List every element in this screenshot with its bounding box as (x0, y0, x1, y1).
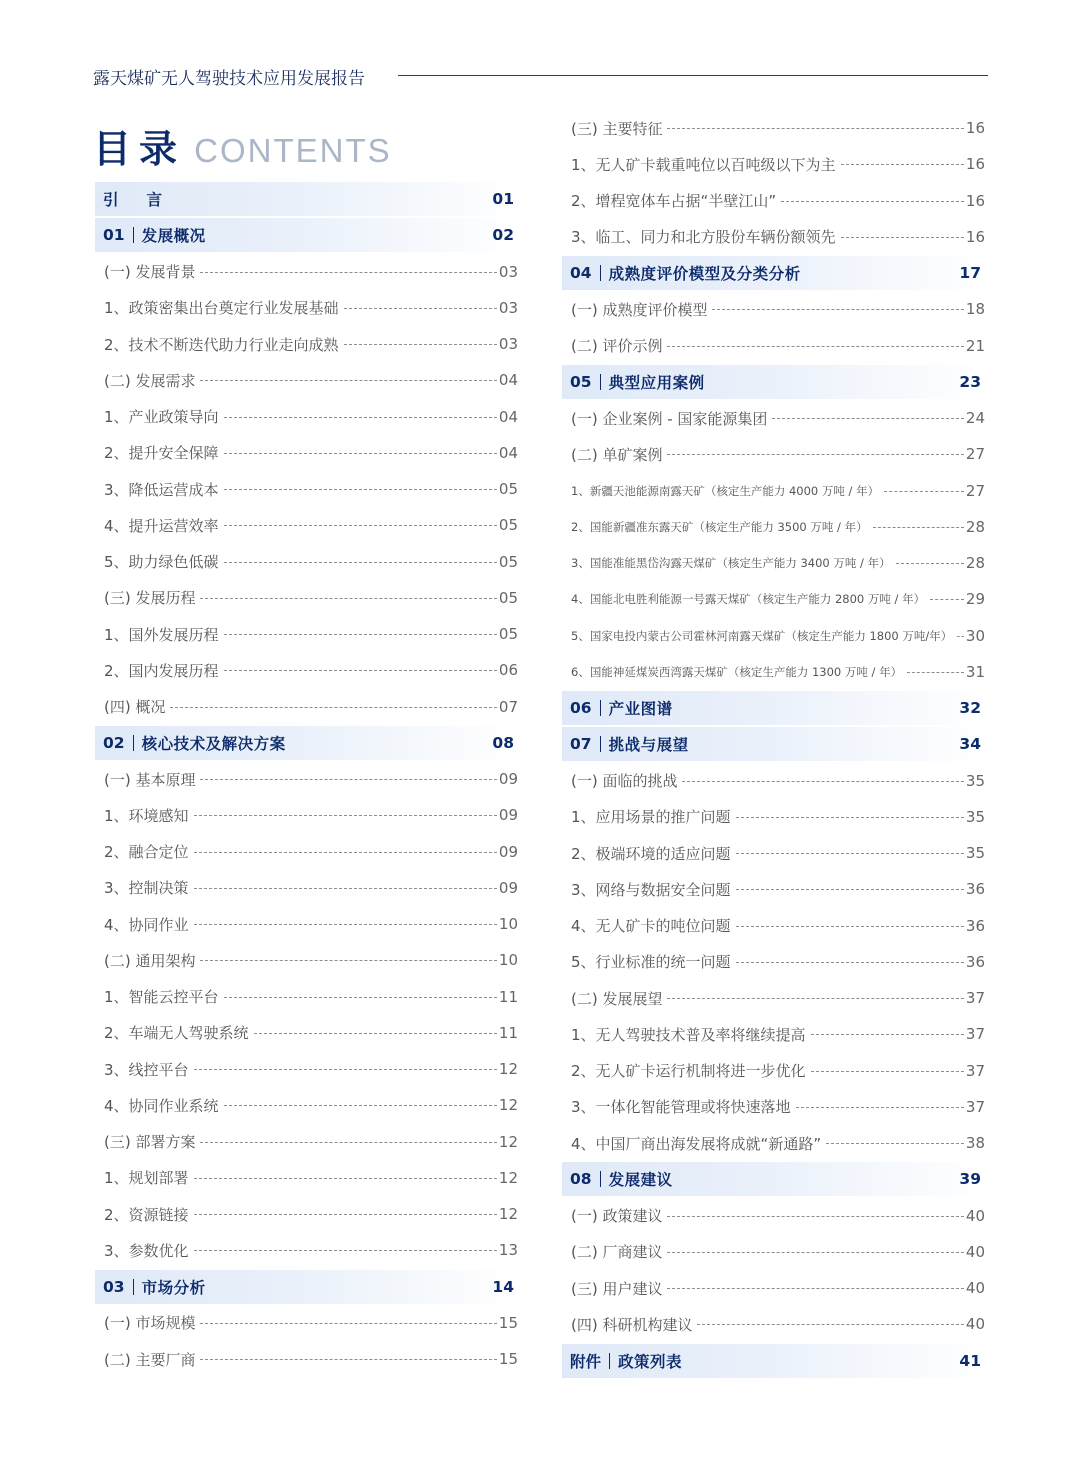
dot-leader (200, 1359, 496, 1360)
toc-entry-row[interactable] (562, 474, 987, 508)
toc-entry-row[interactable] (95, 1088, 520, 1122)
entry-label: 3、临工、同力和北方股份车辆份额领先 (571, 228, 836, 247)
dot-leader (781, 201, 964, 202)
entry-label: 5、行业标准的统一问题 (571, 953, 731, 972)
page-number: 04 (498, 443, 518, 462)
toc-entry-row[interactable] (562, 1199, 987, 1233)
toc-entry-row[interactable] (562, 981, 987, 1015)
entry-label: (一) 企业案例 - 国家能源集团 (571, 409, 768, 428)
entry-label: (二) 主要厂商 (104, 1350, 196, 1369)
entry-label: 3、降低运营成本 (104, 480, 219, 499)
entry-label: 3、控制决策 (104, 879, 189, 898)
toc-entry-row[interactable] (562, 909, 987, 943)
toc-entry-row[interactable] (562, 836, 987, 870)
entry-label: (一) 政策建议 (571, 1207, 663, 1225)
toc-entry-row[interactable] (562, 945, 987, 979)
dot-leader (200, 598, 496, 599)
page-number: 02 (492, 226, 514, 245)
page-number: 05 (498, 480, 518, 498)
page-number: 27 (965, 445, 985, 464)
header-rule (398, 75, 988, 76)
page-number: 16 (965, 227, 985, 246)
page-number: 30 (965, 626, 985, 645)
page-number: 12 (498, 1060, 518, 1078)
section-divider (133, 1279, 134, 1295)
entry-label: 4、协同作业 (104, 915, 189, 934)
dot-leader (344, 344, 497, 345)
section-divider (609, 1353, 610, 1369)
dot-leader (224, 670, 497, 671)
entry-label: 1、应用场景的推广问题 (571, 808, 731, 827)
dot-leader (907, 672, 964, 673)
toc-entry-row[interactable] (562, 1307, 987, 1341)
entry-label: (一) 成熟度评价模型 (571, 300, 708, 319)
dot-leader (194, 924, 497, 925)
toc-entry-row[interactable] (95, 327, 520, 361)
dot-leader (200, 380, 496, 381)
page-number: 40 (965, 1279, 985, 1297)
toc-section-row[interactable] (95, 1270, 520, 1304)
page-number: 38 (965, 1134, 985, 1152)
page-number: 10 (498, 951, 518, 970)
dot-leader (667, 454, 963, 455)
page-number: 27 (965, 481, 985, 500)
entry-label: (一) 面临的挑战 (571, 772, 678, 790)
page-number: 09 (498, 806, 518, 825)
dot-leader (200, 272, 496, 273)
toc-entry-row[interactable] (95, 980, 520, 1014)
dot-leader (200, 1142, 496, 1143)
page-number: 05 (498, 516, 518, 535)
entry-label: (三) 部署方案 (104, 1133, 196, 1151)
page-number: 40 (965, 1206, 985, 1225)
dot-leader (194, 1214, 497, 1215)
toc-entry-row[interactable] (562, 1090, 987, 1124)
toc-title (93, 118, 392, 173)
section-title: 核心技术及解决方案 (141, 734, 286, 753)
toc-entry-row[interactable] (95, 835, 520, 869)
toc-entry-row[interactable] (562, 184, 987, 218)
dot-leader (224, 634, 497, 635)
page-number: 05 (498, 625, 518, 643)
toc-entry-row[interactable] (562, 546, 987, 580)
page-number: 12 (498, 1168, 518, 1187)
section-title: 引言 (103, 191, 191, 209)
dot-leader (667, 1288, 963, 1289)
entry-label: (四) 概况 (104, 698, 166, 716)
entry-label: (一) 基本原理 (104, 770, 196, 789)
entry-label: 2、增程宽体车占据“半壁江山” (571, 192, 777, 210)
page-number: 37 (965, 1097, 985, 1116)
toc-entry-row[interactable] (95, 1197, 520, 1231)
page-number: 35 (965, 844, 985, 862)
entry-label: 1、新疆天池能源南露天矿（核定生产能力 4000 万吨 / 年） (571, 483, 880, 498)
entry-label: 1、无人矿卡载重吨位以百吨级以下为主 (571, 155, 836, 174)
dot-leader (224, 525, 497, 526)
page-number: 04 (498, 407, 518, 426)
dot-leader (194, 1069, 497, 1070)
toc-entry-row[interactable] (95, 508, 520, 542)
section-title: 典型应用案例 (608, 373, 705, 392)
page-number: 36 (965, 880, 985, 899)
dot-leader (194, 1250, 497, 1251)
dot-leader (682, 781, 963, 782)
toc-entry-row[interactable] (95, 472, 520, 506)
entry-label: 1、国外发展历程 (104, 625, 219, 644)
entry-label: 1、无人驾驶技术普及率将继续提高 (571, 1025, 806, 1044)
entry-label: 3、一体化智能管理或将快速落地 (571, 1098, 791, 1117)
page-number: 13 (498, 1241, 518, 1260)
section-number: 06 (570, 699, 592, 717)
toc-entry-row[interactable] (562, 437, 987, 471)
dot-leader (194, 1178, 497, 1179)
entry-label: 3、参数优化 (104, 1241, 189, 1260)
toc-entry-row[interactable] (562, 800, 987, 834)
page-number: 09 (498, 770, 518, 788)
dot-leader (667, 1252, 963, 1253)
page-number: 24 (965, 409, 985, 427)
dot-leader (200, 1323, 496, 1324)
dot-leader (667, 346, 963, 347)
page-number: 03 (498, 298, 518, 317)
page-number: 28 (965, 554, 985, 572)
page-number: 16 (965, 191, 985, 210)
entry-label: (四) 科研机构建议 (571, 1315, 693, 1334)
entry-label: (二) 单矿案例 (571, 445, 663, 464)
toc-entry-row[interactable] (95, 690, 520, 724)
page-number: 10 (498, 915, 518, 933)
section-divider (600, 374, 601, 390)
toc-entry-row[interactable] (95, 798, 520, 832)
entry-label: 2、资源链接 (104, 1205, 189, 1224)
entry-label: 3、国能准能黑岱沟露天煤矿（核定生产能力 3400 万吨 / 年） (571, 556, 891, 570)
dot-leader (811, 1071, 964, 1072)
entry-label: (二) 发展展望 (571, 989, 663, 1008)
toc-section-row[interactable] (562, 1344, 987, 1378)
toc-entry-row[interactable] (95, 1125, 520, 1159)
toc-entry-row[interactable] (95, 291, 520, 325)
section-divider (600, 736, 601, 752)
entry-label: 3、网络与数据安全问题 (571, 880, 731, 899)
page-number: 09 (498, 842, 518, 861)
page-number: 37 (965, 1061, 985, 1080)
section-divider (600, 265, 601, 281)
dot-leader (224, 997, 497, 998)
dot-leader (736, 817, 964, 818)
toc-entry-row[interactable] (562, 619, 987, 653)
page-number: 29 (965, 590, 985, 609)
dot-leader (736, 962, 964, 963)
dot-leader (667, 1216, 963, 1217)
entry-label: 2、国内发展历程 (104, 661, 219, 680)
entry-label: 5、助力绿色低碳 (104, 553, 219, 571)
toc-entry-row[interactable] (562, 872, 987, 906)
dot-leader (736, 926, 964, 927)
entry-label: (三) 发展历程 (104, 589, 196, 608)
page-number: 40 (965, 1242, 985, 1261)
section-number: 07 (570, 735, 592, 754)
dot-leader (224, 417, 497, 418)
page-number: 09 (498, 878, 518, 897)
dot-leader (697, 1324, 963, 1325)
entry-label: 6、国能神延煤炭西湾露天煤矿（核定生产能力 1300 万吨 / 年） (571, 664, 903, 679)
entry-label: 2、技术不断迭代助力行业走向成熟 (104, 335, 339, 354)
entry-label: 4、无人矿卡的吨位问题 (571, 917, 731, 935)
page-number: 05 (498, 552, 518, 571)
page-number: 31 (965, 662, 985, 681)
toc-entry-row[interactable] (95, 653, 520, 687)
section-divider (600, 700, 601, 716)
toc-entry-row[interactable] (95, 1233, 520, 1267)
toc-entry-row[interactable] (562, 1235, 987, 1269)
page-number: 40 (965, 1315, 985, 1334)
entry-label: 2、提升安全保障 (104, 444, 219, 463)
entry-label: 3、线控平台 (104, 1060, 189, 1079)
toc-section-row[interactable] (562, 256, 987, 290)
entry-label: 4、提升运营效率 (104, 516, 219, 535)
page-number: 08 (492, 733, 514, 752)
dot-leader (224, 562, 497, 563)
page-number: 11 (498, 1023, 518, 1042)
dot-leader (200, 960, 496, 961)
section-number: 01 (103, 226, 125, 245)
page-number: 17 (959, 264, 981, 282)
entry-label: 2、无人矿卡运行机制将进一步优化 (571, 1062, 806, 1080)
toc-entry-row[interactable] (95, 871, 520, 905)
page-number: 15 (498, 1350, 518, 1368)
toc-entry-row[interactable] (95, 363, 520, 397)
entry-label: (二) 评价示例 (571, 337, 663, 355)
page-number: 34 (959, 735, 981, 754)
toc-entry-row[interactable] (95, 581, 520, 615)
section-title: 挑战与展望 (608, 736, 689, 755)
entry-label: 4、协同作业系统 (104, 1096, 219, 1115)
entry-label: (二) 通用架构 (104, 951, 196, 970)
toc-entry-row[interactable] (95, 545, 520, 579)
page-number: 16 (965, 119, 985, 137)
dot-leader (796, 1107, 964, 1108)
section-divider (600, 1171, 601, 1187)
section-title: 产业图谱 (608, 700, 673, 718)
page-number: 04 (498, 371, 518, 390)
section-number: 02 (103, 733, 125, 752)
section-divider (133, 227, 134, 243)
page-number: 23 (959, 372, 981, 391)
toc-entry-row[interactable] (95, 400, 520, 434)
dot-leader (826, 1143, 964, 1144)
page-number: 36 (965, 952, 985, 971)
entry-label: 1、规划部署 (104, 1169, 189, 1188)
dot-leader (170, 707, 496, 708)
report-title: 露天煤矿无人驾驶技术应用发展报告 (93, 69, 365, 89)
page-number: 16 (965, 155, 985, 174)
dot-leader (736, 889, 964, 890)
section-title: 市场分析 (141, 1278, 206, 1297)
page-number: 41 (959, 1351, 981, 1370)
toc-entry-row[interactable] (562, 655, 987, 689)
page-number: 35 (965, 771, 985, 790)
toc-entry-row[interactable] (95, 436, 520, 470)
dot-leader (957, 636, 964, 637)
section-title: 政策列表 (618, 1352, 683, 1371)
dot-leader (194, 852, 497, 853)
toc-entry-row[interactable] (562, 510, 987, 544)
section-title: 发展概况 (141, 227, 206, 246)
page-number: 03 (498, 262, 518, 281)
entry-label: (二) 发展需求 (104, 371, 196, 390)
dot-leader (841, 237, 964, 238)
page-number: 03 (498, 335, 518, 353)
dot-leader (200, 779, 496, 780)
toc-entry-row[interactable] (95, 617, 520, 651)
toc-entry-row[interactable] (562, 1054, 987, 1088)
entry-label: (三) 主要特征 (571, 119, 663, 138)
toc-entry-row[interactable] (95, 762, 520, 796)
page-number: 18 (965, 300, 985, 319)
page-number: 35 (965, 807, 985, 826)
section-title: 成熟度评价模型及分类分析 (608, 265, 801, 283)
dot-leader (841, 164, 964, 165)
page-number: 11 (498, 987, 518, 1006)
entry-label: (二) 厂商建议 (571, 1243, 663, 1262)
page-number: 14 (492, 1277, 514, 1296)
dot-leader (884, 491, 964, 492)
toc-entry-row[interactable] (95, 907, 520, 941)
page-number: 06 (498, 661, 518, 680)
dot-leader (930, 599, 964, 600)
dot-leader (254, 1033, 497, 1034)
toc-title-en: CONTENTS (194, 132, 392, 169)
section-number: 04 (570, 264, 592, 282)
entry-label: (三) 用户建议 (571, 1279, 663, 1298)
entry-label: 2、融合定位 (104, 843, 189, 861)
page-number: 28 (965, 517, 985, 536)
toc-entry-row[interactable] (562, 764, 987, 798)
page-number: 32 (959, 699, 981, 717)
page-number: 21 (965, 336, 985, 355)
section-title: 发展建议 (608, 1171, 673, 1190)
toc-entry-row[interactable] (95, 1052, 520, 1086)
section-divider (133, 735, 134, 751)
toc-section-row[interactable] (562, 727, 987, 761)
entry-label: 2、国能新疆准东露天矿（核定生产能力 3500 万吨 / 年） (571, 519, 868, 534)
page-number: 07 (498, 697, 518, 716)
toc-entry-row[interactable] (95, 1016, 520, 1050)
page-number: 37 (965, 989, 985, 1007)
toc-entry-row[interactable] (95, 255, 520, 289)
toc-entry-row[interactable] (95, 1306, 520, 1340)
toc-entry-row[interactable] (562, 292, 987, 326)
dot-leader (667, 998, 963, 999)
entry-label: 1、环境感知 (104, 806, 189, 825)
toc-entry-row[interactable] (562, 111, 987, 145)
section-number: 附件 (570, 1352, 602, 1371)
dot-leader (224, 453, 497, 454)
toc-entry-row[interactable] (95, 943, 520, 977)
entry-label: 1、智能云控平台 (104, 988, 219, 1006)
toc-entry-row[interactable] (562, 1271, 987, 1305)
dot-leader (772, 418, 963, 419)
dot-leader (344, 308, 497, 309)
dot-leader (224, 1105, 497, 1106)
toc-title-zh: 目录 (93, 127, 186, 171)
entry-label: 1、产业政策导向 (104, 408, 219, 426)
entry-label: 2、车端无人驾驶系统 (104, 1024, 249, 1043)
toc-entry-row[interactable] (562, 329, 987, 363)
page-number: 01 (492, 190, 514, 208)
page-number: 39 (959, 1170, 981, 1189)
toc-entry-row[interactable] (562, 1017, 987, 1051)
toc-section-row[interactable] (562, 1162, 987, 1196)
section-number: 05 (570, 372, 592, 391)
toc-entry-row[interactable] (562, 582, 987, 616)
toc-section-row[interactable] (562, 691, 987, 725)
page-number: 15 (498, 1313, 518, 1332)
toc-entry-row[interactable] (562, 1126, 987, 1160)
entry-label: 4、中国厂商出海发展将成就“新通路” (571, 1134, 822, 1153)
dot-leader (736, 853, 964, 854)
dot-leader (667, 128, 963, 129)
dot-leader (712, 309, 963, 310)
entry-label: 5、国家电投内蒙古公司霍林河南露天煤矿（核定生产能力 1800 万吨/年） (571, 628, 953, 643)
section-number: 03 (103, 1277, 125, 1296)
page-header (93, 62, 988, 92)
page-number: 36 (965, 916, 985, 935)
page-number: 37 (965, 1025, 985, 1044)
dot-leader (194, 888, 497, 889)
toc-entry-row[interactable] (95, 1342, 520, 1376)
dot-leader (811, 1034, 964, 1035)
page-number: 12 (498, 1205, 518, 1223)
toc-entry-row[interactable] (562, 147, 987, 181)
page-number: 12 (498, 1096, 518, 1115)
toc-entry-row[interactable] (95, 1161, 520, 1195)
entry-label: 2、极端环境的适应问题 (571, 844, 731, 863)
dot-leader (896, 563, 964, 564)
toc-section-row[interactable] (562, 365, 987, 399)
section-number: 08 (570, 1170, 592, 1189)
entry-label: (一) 市场规模 (104, 1314, 196, 1333)
toc-section-row[interactable] (95, 182, 520, 216)
dot-leader (194, 815, 497, 816)
toc-section-row[interactable] (95, 218, 520, 252)
toc-entry-row[interactable] (562, 220, 987, 254)
toc-entry-row[interactable] (562, 401, 987, 435)
toc-section-row[interactable] (95, 726, 520, 760)
entry-label: (一) 发展背景 (104, 263, 196, 281)
page-number: 12 (498, 1132, 518, 1151)
entry-label: 1、政策密集出台奠定行业发展基础 (104, 299, 339, 318)
page-number: 05 (498, 588, 518, 607)
entry-label: 4、国能北电胜利能源一号露天煤矿（核定生产能力 2800 万吨 / 年） (571, 592, 926, 607)
dot-leader (224, 489, 497, 490)
dot-leader (873, 527, 964, 528)
